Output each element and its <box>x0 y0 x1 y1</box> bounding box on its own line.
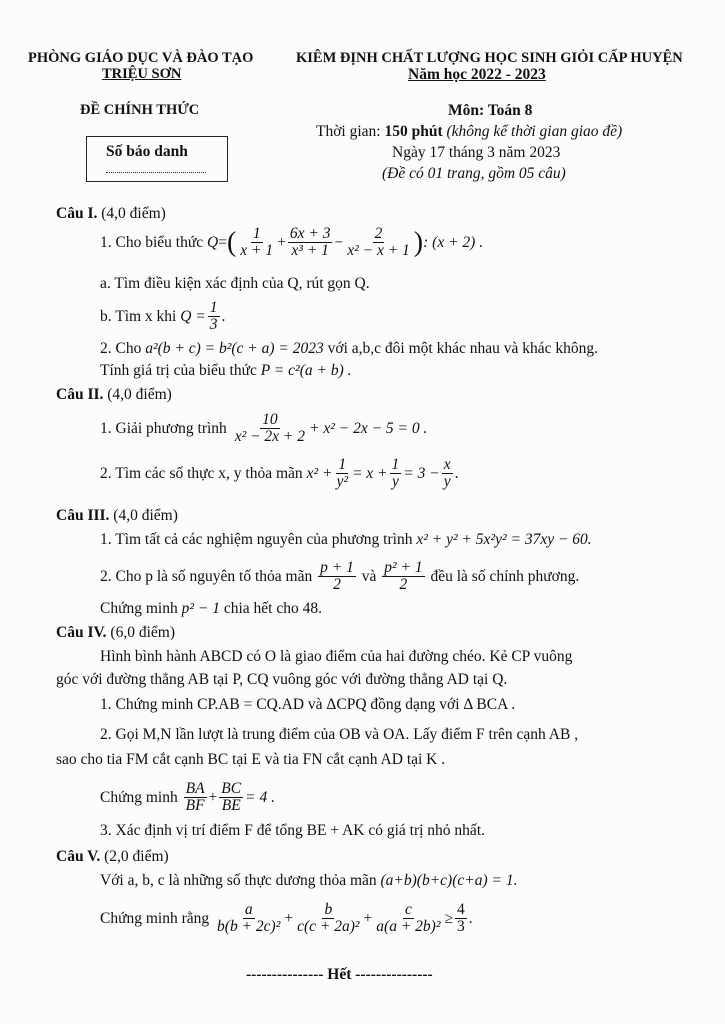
school-year: Năm học 2022 - 2023 <box>408 66 546 83</box>
q5-rhs-den: 3 <box>457 918 465 936</box>
question-4-points: (6,0 điểm) <box>106 624 175 641</box>
q2-p2-fraction-2 <box>390 457 402 491</box>
question-5-condition <box>100 872 517 890</box>
q1-p2-line2-prefix: Tính giá trị của biểu thức <box>100 362 257 379</box>
q3-p2-fraction-1 <box>318 560 356 594</box>
question-2-points: (4,0 điểm) <box>103 386 172 403</box>
q5-f1-den: b(b + 2c)² <box>217 918 281 936</box>
question-4-label: Câu IV. <box>56 624 107 641</box>
question-4-part-1: 1. Chứng minh CP.AB = CQ.AD và ΔCPQ đồng dạng với Δ BCA . <box>100 696 516 713</box>
question-4-part-2-line-2: sao cho tia FM cắt cạnh BC tại E và tia FN cắt cạnh AD tại K . <box>56 751 446 768</box>
question-1-label: Câu I. <box>56 205 98 222</box>
q2-p1-num: 10 <box>262 411 278 428</box>
q5-ge: ≥ <box>444 909 453 927</box>
time-line <box>316 123 622 141</box>
q5-f2-num: b <box>324 901 333 918</box>
q4-p2-f1-num: BA <box>185 780 205 797</box>
q4-p2-end: = 4 . <box>245 788 275 806</box>
question-5-points: (2,0 điểm) <box>100 848 169 865</box>
q5-f3-num: c <box>404 901 412 918</box>
q4-p2-fraction-1 <box>184 781 207 815</box>
question-3-part-2-line-2 <box>100 600 322 618</box>
q1-p1-prefix: 1. Cho biểu thức <box>100 233 204 251</box>
exam-title: KIÊM ĐỊNH CHẤT LƯỢNG HỌC SINH GIỎI CẤP HUYỆN <box>296 50 683 66</box>
q4-p2-fraction-2 <box>219 781 243 815</box>
question-1-part-a: a. Tìm điều kiện xác định của Q, rút gọn Q. <box>100 275 370 292</box>
q2-p1-den: x² − 2x + 2 <box>234 428 306 446</box>
q5-line1-prefix: Với a, b, c là những số thực dương thỏa mãn <box>100 872 377 889</box>
question-2-part-1 <box>100 412 427 446</box>
q5-fraction-2 <box>295 902 361 936</box>
q2-p1-fraction <box>233 412 307 446</box>
q2-p2-f1-num: 1 <box>338 456 347 473</box>
question-2-title <box>56 386 172 404</box>
q2-p2-end: . <box>454 464 459 482</box>
q1-tail: : (x + 2) . <box>423 233 484 251</box>
q4-p2-plus: + <box>208 788 218 806</box>
q3-p2-line2-rest: chia hết cho 48. <box>219 600 322 617</box>
time-note: (không kể thời gian giao đề) <box>442 123 623 140</box>
q5-f3-den: a(a + 2b)² <box>376 918 441 936</box>
q1-b-den: 3 <box>209 316 218 334</box>
q2-p2-f2-num: 1 <box>391 456 400 473</box>
q3-p1-prefix: 1. Tìm tất cả các nghiệm nguyên của phương trình <box>100 531 413 548</box>
q3-p2-rest: đều là số chính phương. <box>430 567 580 585</box>
q2-p2-b: = x + <box>351 464 388 482</box>
q5-f1-num: a <box>244 901 253 918</box>
q1-f3-num: 2 <box>374 225 383 242</box>
q4-p2-prove: Chứng minh <box>100 788 178 806</box>
question-3-label: Câu III. <box>56 507 110 524</box>
candidate-number-dots <box>106 172 206 173</box>
question-4-intro-line-1: Hình bình hành ABCD có O là giao điểm của hai đường chéo. Kẻ CP vuông <box>100 648 573 665</box>
question-5-prove: Chứng minh rằng $\frac{a}{\text{b(b + 2c)²}}$ + $\frac{b}{\text{c(c + 2a)²}}$ + $\frac{c}{\text{a(a + 2b)²}}$ ≥ $\frac{4}{3}$ . <box>100 901 473 936</box>
q4-p2-f2-den: BE <box>221 797 241 815</box>
district-name: TRIỆU SƠN <box>102 66 182 82</box>
candidate-number-label: Số báo danh <box>106 143 188 160</box>
question-3-part-1 <box>100 531 592 549</box>
time-prefix: Thời gian: <box>316 123 385 140</box>
q3-p2-line2-prefix: Chứng minh <box>100 600 178 617</box>
q3-p2-f2-num: p² + 1 <box>384 559 423 576</box>
q1-f3-den: x² − x + 1 <box>347 242 410 260</box>
q1-b-prefix: b. Tìm x khi <box>100 307 177 325</box>
official-label: ĐỀ CHÍNH THỨC <box>80 102 200 118</box>
question-1-title <box>56 205 166 223</box>
q1-fraction-3 <box>345 226 412 260</box>
q1-q-symbol: Q <box>207 233 219 251</box>
department-name: PHÒNG GIÁO DỤC VÀ ĐÀO TẠO <box>28 50 254 66</box>
q1-f1-den: x + 1 <box>240 242 274 260</box>
question-1-points: (4,0 điểm) <box>97 205 166 222</box>
q5-prove-label: Chứng minh rằng <box>100 909 210 927</box>
question-1-part-2-line-2 <box>100 362 352 380</box>
q3-p1-expr: x² + y² + 5x²y² = 37xy − 60. <box>416 531 592 548</box>
q3-p2-fraction-2 <box>382 560 424 594</box>
right-paren: ) <box>413 226 424 258</box>
q1-b-num: 1 <box>209 299 218 316</box>
q2-p2-f3-num: x <box>443 456 451 473</box>
q1-f2-den: x³ + 1 <box>291 242 329 260</box>
question-5-label: Câu V. <box>56 848 101 865</box>
q1-fraction-1 <box>238 226 275 260</box>
question-3-title <box>56 507 178 525</box>
q1-f2-num: 6x + 3 <box>289 225 331 242</box>
q2-p2-fraction-3 <box>442 457 453 491</box>
q1-equals: = <box>218 233 227 251</box>
question-1-part-b: b. Tìm x khi Q = $\frac{1}{3}$ . <box>100 299 226 334</box>
pages-note: (Đề có 01 trang, gồm 05 câu) <box>382 165 566 182</box>
q3-p2-and: và <box>361 567 377 585</box>
q5-rhs-fraction <box>455 902 467 936</box>
question-4-intro-line-2: góc với đường thẳng AB tại P, CQ vuông góc với đường thẳng AD tại Q. <box>56 671 508 688</box>
q2-p2-fraction-1 <box>334 457 350 491</box>
q2-p1-tail: + x² − 2x − 5 = 0 . <box>309 419 428 437</box>
q5-f2-den: c(c + 2a)² <box>297 918 360 936</box>
question-4-part-2-prove <box>100 781 275 815</box>
q2-p2-c: = 3 − <box>403 464 440 482</box>
q3-p2-f2-den: 2 <box>399 576 408 594</box>
q2-p2-prefix: 2. Tìm các số thực x, y thỏa mãn <box>100 464 303 482</box>
q1-f1-num: 1 <box>252 225 261 242</box>
question-3-points: (4,0 điểm) <box>109 507 178 524</box>
q2-p1-prefix: 1. Giải phương trình <box>100 419 227 437</box>
exam-date: Ngày 17 tháng 3 năm 2023 <box>392 144 561 161</box>
question-2-label: Câu II. <box>56 386 104 403</box>
question-4-part-3: 3. Xác định vị trí điểm F để tổng BE + AK có giá trị nhỏ nhất. <box>100 822 485 839</box>
question-5-title <box>56 848 169 866</box>
q5-line1-expr: (a+b)(b+c)(c+a) = 1. <box>380 872 518 889</box>
q3-p2-f1-den: 2 <box>333 576 341 594</box>
q4-p2-f2-num: BC <box>221 780 242 797</box>
q2-p2-f2-den: y <box>391 473 399 491</box>
left-paren: ( <box>226 226 237 258</box>
question-4-title <box>56 624 175 642</box>
q4-p2-f1-den: BF <box>185 797 205 815</box>
end-marker: --------------- Hết --------------- <box>246 966 433 983</box>
q5-fraction-1 <box>215 902 282 936</box>
q2-p2-a: x² + <box>306 464 333 482</box>
q1-fraction-2 <box>288 226 333 260</box>
q1-b-expr: Q = <box>180 307 206 325</box>
question-4-part-2-line-1: 2. Gọi M,N lần lượt là trung điểm của OB và OA. Lấy điểm F trên cạnh AB , <box>100 726 579 743</box>
q1-p2-prefix: 2. Cho <box>100 340 142 357</box>
subject: Môn: Toán 8 <box>448 102 533 119</box>
q1-p2-line2-expr: P = c²(a + b) . <box>260 362 352 379</box>
q5-end: . <box>468 909 473 927</box>
q1-p2-rest: với a,b,c đôi một khác nhau và khác không. <box>323 340 598 357</box>
q5-fraction-3 <box>374 902 442 936</box>
question-3-part-2 <box>100 560 579 594</box>
q3-p2-prefix: 2. Cho p là số nguyên tố thỏa mãn <box>100 567 313 585</box>
q5-rhs-num: 4 <box>457 901 465 918</box>
time-value: 150 phút <box>384 123 443 140</box>
q1-p2-expr: a²(b + c) = b²(c + a) = 2023 <box>145 340 324 357</box>
q3-p2-f1-num: p + 1 <box>320 559 354 576</box>
question-1-part-2 <box>100 340 598 358</box>
q1-b-fraction <box>208 300 220 334</box>
question-1-part-1: 1. Cho biểu thức Q = ( $\frac{1}{x + 1}$ + $\frac{6x + 3}{\text{x³ + 1}}$ − $\frac{2}{\text{x² − x + 1}}$ ) : (x + 2) . <box>100 225 484 260</box>
q2-p2-f3-den: y <box>443 473 451 491</box>
q3-p2-line2-expr: p² − 1 <box>181 600 220 617</box>
question-2-part-2 <box>100 457 458 491</box>
q2-p2-f1-den: y² <box>336 473 348 491</box>
